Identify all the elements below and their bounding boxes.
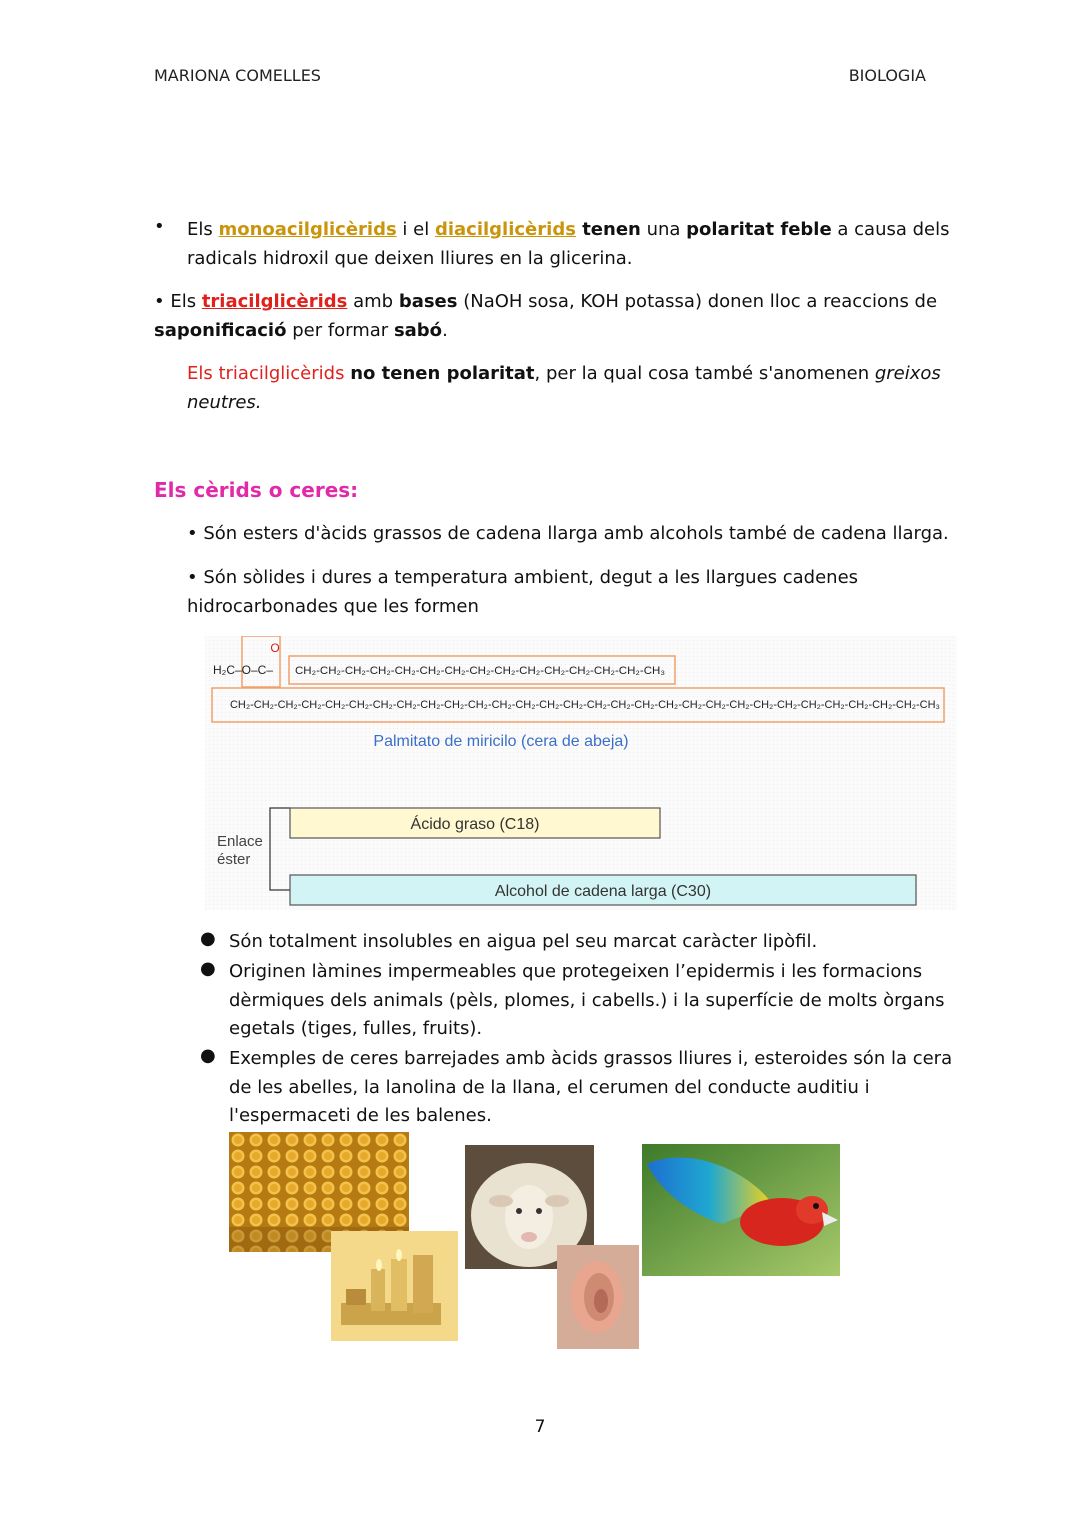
- ear-image: [557, 1245, 639, 1349]
- ester-label-line2: éster: [217, 851, 251, 868]
- candles-image: [331, 1231, 458, 1341]
- bullet: •: [154, 216, 165, 237]
- paragraph-triacil-polaritat: Els triacilglicèrids no tenen polaritat, per la qual cosa també s'anomenen greixos neutres.: [187, 363, 941, 413]
- header-author: MARIONA COMELLES: [154, 66, 321, 85]
- parrot-image: [642, 1144, 840, 1276]
- ester-label-line1: Enlace: [217, 833, 263, 850]
- acid-bar-label: Ácido graso (C18): [410, 816, 540, 833]
- alcohol-chain: CH₂-CH₂-CH₂-CH₂-CH₂-CH₂-CH₂-CH₂-CH₂-CH₂-CH₂-CH₂-CH₂-CH₂-CH₂-CH₂-CH₂-CH₂-CH₂-CH₂-CH₂-CH₂-CH₂-CH₂-CH₂-CH₂-CH₂-CH₂-CH₂-CH₃: [230, 699, 940, 711]
- page-number: 7: [534, 1417, 546, 1437]
- point-solides: • Són sòlides i dures a temperatura ambient, degut a les llargues cadenes hidrocarbonades que les formen: [187, 567, 859, 617]
- diagram-caption: Palmitato de miricilo (cera de abeja): [373, 733, 629, 750]
- fatty-acid-chain: CH₂-CH₂-CH₂-CH₂-CH₂-CH₂-CH₂-CH₂-CH₂-CH₂-CH₂-CH₂-CH₂-CH₂-CH₃: [295, 665, 665, 677]
- list-item-insolubles: Són totalment insolubles en aigua pel seu marcat caràcter lipòfil.: [229, 931, 818, 952]
- header-subject: BIOLOGIA: [848, 66, 926, 85]
- glycerol-ester-link: H₂C–O–C–: [213, 663, 274, 677]
- list-item-lamines: Originen làmines impermeables que protegeixen l’epidermis i les formacions dèrmiques dels animals (pèls, plomes, i cabells.) i la superfície de molts òrgans egetals (tiges, fulles, fruits).: [229, 961, 945, 1039]
- point-esters: • Són esters d'àcids grassos de cadena llarga amb alcohols també de cadena llarga.: [187, 523, 949, 544]
- oxygen-atom: O: [270, 641, 280, 655]
- list-bullet: ●: [200, 1045, 216, 1066]
- list-bullet: ●: [200, 958, 216, 979]
- wax-structure-diagram: [205, 636, 957, 910]
- alcohol-bar-label: Alcohol de cadena larga (C30): [494, 883, 712, 900]
- list-bullet: ●: [200, 928, 216, 949]
- list-item-exemples: Exemples de ceres barrejades amb àcids grassos lliures i, esteroides són la cera de les abelles, la lanolina de la llana, el cerumen del conducte auditiu i l'espermaceti de les balenes.: [229, 1048, 953, 1126]
- paragraph-mono-diacil: Els monoacilglicèrids i el diacilglicèrids tenen una polaritat feble a causa dels radicals hidroxil que deixen lliures en la glicerina.: [187, 219, 950, 269]
- paragraph-triacil-bases: • Els triacilglicèrids amb bases (NaOH sosa, KOH potassa) donen lloc a reaccions de saponificació per formar sabó.: [154, 291, 938, 341]
- section-title: Els cèrids o ceres:: [154, 478, 359, 502]
